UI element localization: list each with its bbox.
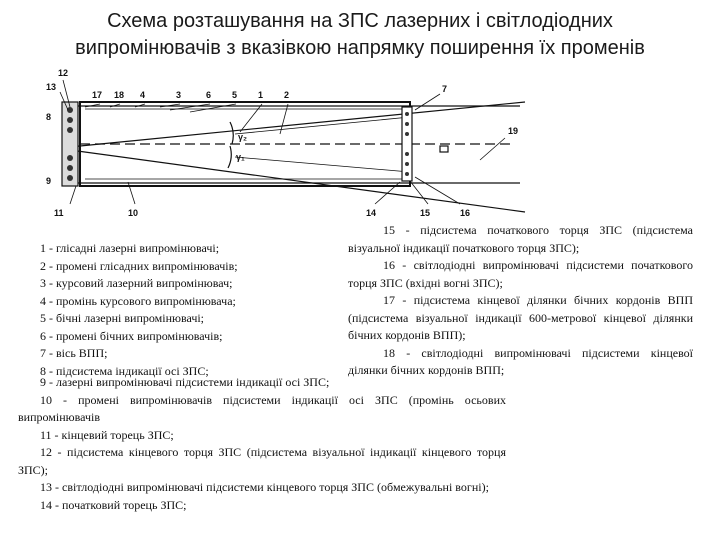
glide-beam-lower — [70, 150, 525, 212]
label-4: 4 — [140, 90, 146, 100]
slide-title — [0, 8, 720, 62]
emitter-19 — [440, 146, 448, 152]
label-13: 13 — [46, 82, 57, 92]
label-18: 18 — [114, 90, 125, 100]
legend-item: 9 - лазерні випромінювачі підсистеми індикації осі ЗПС; — [40, 375, 330, 389]
label-gamma1: γ₁ — [236, 152, 245, 162]
legend-item: 10 - промені випромінювачів підсистеми індикації осі ЗПС (промінь осьових випромінювачів — [18, 392, 506, 424]
label-8: 8 — [46, 112, 52, 122]
label-6: 6 — [206, 90, 212, 100]
label-1: 1 — [258, 90, 264, 100]
title-line-2: випромінювачів з вказівкою напрямку поширення їх променів — [75, 37, 645, 59]
label-7: 7 — [442, 84, 448, 94]
label-3: 3 — [176, 90, 182, 100]
axis-beam-upper — [235, 117, 410, 134]
legend-item: 3 - курсовий лазерний випромінювач; — [40, 276, 233, 290]
legend-bottom — [18, 374, 506, 514]
legend-item: 14 - початковий торець ЗПС; — [40, 497, 187, 512]
label-12: 12 — [58, 68, 69, 78]
axis-beam-lower — [235, 157, 410, 172]
label-10: 10 — [128, 208, 139, 218]
label-gamma2: γ₂ — [238, 132, 248, 142]
legend-item: 6 - промені бічних випромінювачів; — [40, 328, 223, 343]
legend-item: 15 - підсистема початкового торця ЗПС (підсистема візуальної індикації початкового торця ЗПС); — [348, 223, 693, 255]
legend-item: 1 - глісадні лазерні випромінювачі; — [40, 241, 220, 255]
legend-right — [348, 222, 693, 380]
legend-item: 7 - вісь ВПП; — [40, 346, 108, 360]
legend-item: 5 - бічні лазерні випромінювачі; — [40, 311, 205, 325]
start-lights-block — [402, 107, 412, 181]
legend-item: 17 - підсистема кінцевої ділянки бічних кордонів ВПП (підсистема візуальної індикації 600-метрової кінцевої ділянки бічних кордонів ВПП); — [348, 293, 693, 342]
label-5: 5 — [232, 90, 238, 100]
angle-arc-2 — [228, 146, 231, 168]
legend-item: 4 - промінь курсового випромінювача; — [40, 293, 236, 308]
legend-item: 8 - підсистема індикації осі ЗПС; — [40, 363, 209, 378]
legend-item: 12 - підсистема кінцевого торця ЗПС (підсистема візуальної індикації кінцевого торця ЗПС); — [18, 445, 506, 477]
legend-left — [40, 240, 238, 380]
label-16: 16 — [460, 208, 471, 218]
legend-item: 16 - світлодіодні випромінювачі підсистеми початкового торця ЗПС (вхідні вогні ЗПС); — [348, 258, 693, 290]
label-14: 14 — [366, 208, 377, 218]
legend-item: 13 - світлодіодні випромінювачі підсистеми кінцевого торця ЗПС (обмежувальні вогні); — [40, 480, 489, 494]
label-17: 17 — [92, 90, 103, 100]
label-15: 15 — [420, 208, 431, 218]
end-lights-block — [62, 102, 78, 186]
angle-arc-1 — [230, 122, 233, 144]
label-9: 9 — [46, 176, 52, 186]
label-11: 11 — [54, 208, 64, 218]
legend-item: 11 - кінцевий торець ЗПС; — [40, 427, 174, 442]
title-line-1: Схема розташування на ЗПС лазерних і світлодіодних — [107, 10, 613, 32]
legend-item: 18 - світлодіодні випромінювачі підсистеми кінцевої ділянки бічних кордонів ВПП; — [348, 345, 693, 377]
label-19: 19 — [508, 126, 519, 136]
legend-item: 2 - промені глісадних випромінювачів; — [40, 258, 238, 273]
label-2: 2 — [284, 90, 290, 100]
runway-diagram — [40, 62, 530, 222]
